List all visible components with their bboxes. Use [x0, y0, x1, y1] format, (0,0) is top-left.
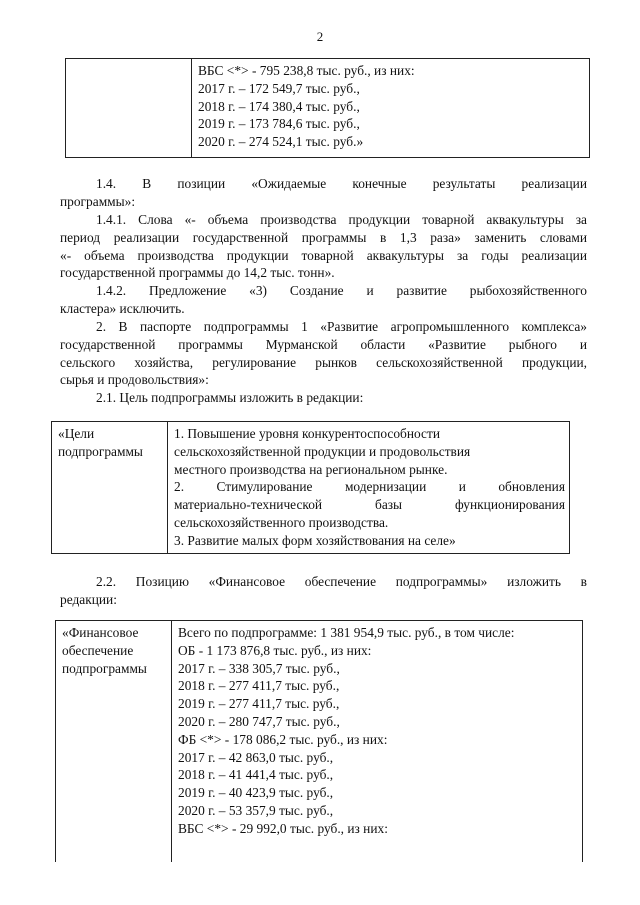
table-goals: [51, 421, 570, 554]
paragraph-line: редакции:: [60, 591, 117, 607]
table-finance-line: 2018 г. – 277 411,7 тыс. руб.,: [178, 678, 340, 694]
table-goals-line: местного производства на региональном рынке.: [174, 461, 448, 477]
table-top-line: 2018 г. – 174 380,4 тыс. руб.,: [198, 98, 360, 114]
paragraph-line: программы»:: [60, 193, 136, 209]
table-goals-line: сельскохозяйственного производства.: [174, 514, 389, 530]
paragraph-line: период реализации государственной программы в 1,3 раза» заменить словами: [60, 229, 587, 245]
paragraph-line: государственной программы до 14,2 тыс. тонн».: [60, 265, 335, 281]
table-goals-line: 1. Повышение уровня конкурентоспособности: [174, 426, 440, 441]
table-goals-line: 2. Стимулирование модернизации и обновления: [174, 479, 565, 495]
table-goals-content-cell: [168, 422, 570, 554]
table-finance-line: 2017 г. – 42 863,0 тыс. руб.,: [178, 749, 334, 765]
table-finance-line: ФБ <*> - 178 086,2 тыс. руб., из них:: [178, 731, 388, 747]
table-finance-line: ОБ - 1 173 876,8 тыс. руб., из них:: [178, 642, 372, 658]
table-finance-content-cell: [172, 621, 583, 863]
paragraph-line: сельского хозяйства, регулирование рынков сельскохозяйственной продукции,: [60, 354, 587, 370]
table-finance-line: 2020 г. – 53 357,9 тыс. руб.,: [178, 802, 334, 818]
table-finance-label: «Финансовое: [62, 625, 139, 640]
paragraph-1-4-1: [60, 211, 587, 282]
paragraph-line: 1.4.2. Предложение «3) Создание и развитие рыбохозяйственного: [96, 283, 587, 298]
table-goals-label: подпрограммы: [58, 443, 143, 459]
paragraph-1-4-2: [60, 282, 587, 318]
table-goals-line: 3. Развитие малых форм хозяйствования на селе»: [174, 532, 456, 548]
paragraph-2-2: [60, 573, 587, 609]
table-goals-label-cell: [52, 422, 168, 554]
table-finance-line: 2017 г. – 338 305,7 тыс. руб.,: [178, 660, 340, 676]
paragraph-line: кластера» исключить.: [60, 300, 185, 316]
table-top-content-cell: [192, 59, 590, 158]
paragraph-2: [60, 318, 587, 389]
table-finance-line: 2019 г. – 277 411,7 тыс. руб.,: [178, 696, 340, 712]
paragraph-line: 1.4. В позиции «Ожидаемые конечные результаты реализации: [96, 176, 587, 191]
paragraph-2-1: [60, 389, 587, 407]
table-top-continuation: [65, 58, 590, 158]
paragraph-line: 1.4.1. Слова «- объема производства продукции товарной аквакультуры за: [96, 212, 587, 227]
table-top-line: 2020 г. – 274 524,1 тыс. руб.»: [198, 134, 364, 150]
table-top-line: 2017 г. – 172 549,7 тыс. руб.,: [198, 80, 360, 96]
table-finance-line: Всего по подпрограмме: 1 381 954,9 тыс. руб., в том числе:: [178, 625, 515, 640]
paragraph-line: 2.2. Позицию «Финансовое обеспечение подпрограммы» изложить в: [96, 574, 587, 589]
paragraph-line: 2. В паспорте подпрограммы 1 «Развитие агропромышленного комплекса»: [96, 319, 587, 334]
table-finance-line: 2018 г. – 41 441,4 тыс. руб.,: [178, 767, 334, 783]
table-top-line: 2019 г. – 173 784,6 тыс. руб.,: [198, 116, 360, 132]
table-finance-label: обеспечение: [62, 642, 134, 658]
table-finance-line: 2019 г. – 40 423,9 тыс. руб.,: [178, 785, 334, 801]
table-finance-label: подпрограммы: [62, 660, 147, 676]
table-top-line: ВБС <*> - 795 238,8 тыс. руб., из них:: [198, 63, 415, 78]
paragraph-line: государственной программы Мурманской области «Развитие рыбного и: [60, 336, 587, 352]
paragraph-line: 2.1. Цель подпрограммы изложить в редакции:: [96, 390, 364, 405]
paragraph-1-4: [60, 175, 587, 211]
table-goals-line: сельскохозяйственной продукции и продовольствия: [174, 443, 471, 459]
page-number: 2: [316, 29, 324, 44]
table-top-label-cell: [66, 59, 192, 158]
table-finance-label-cell: [56, 621, 172, 863]
table-goals-label: «Цели: [58, 426, 95, 441]
table-finance: [55, 620, 583, 862]
paragraph-line: сырья и продовольствия»:: [60, 372, 209, 388]
table-goals-line: материально-технической базы функционирования: [174, 497, 565, 513]
table-finance-line: ВБС <*> - 29 992,0 тыс. руб., из них:: [178, 820, 388, 836]
table-finance-line: 2020 г. – 280 747,7 тыс. руб.,: [178, 713, 340, 729]
paragraph-line: «- объема производства продукции товарной аквакультуры за годы реализации: [60, 247, 587, 263]
